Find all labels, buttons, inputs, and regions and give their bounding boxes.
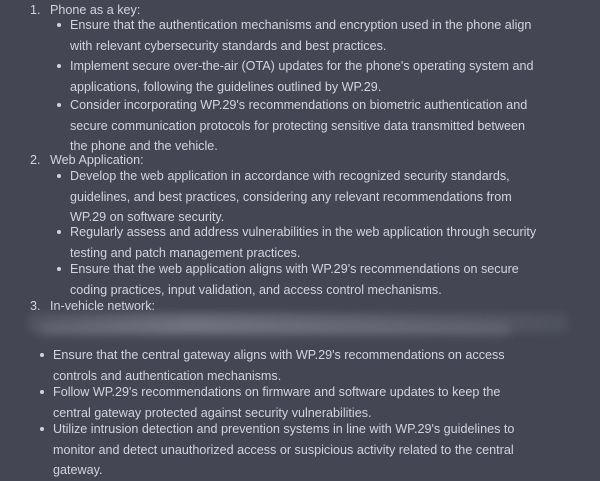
bullet-icon <box>57 230 61 234</box>
list-item-line: the phone and the vehicle. <box>70 139 218 153</box>
list-item-line: Utilize intrusion detection and prevention systems in line with WP.29's guidelines to <box>53 422 515 436</box>
list-item-line: Develop the web application in accordance with recognized security standards, <box>70 169 510 183</box>
bullet-icon <box>57 267 61 271</box>
bullet-icon <box>40 353 44 357</box>
redacted-region <box>40 324 510 336</box>
bullet-icon <box>40 427 44 431</box>
section-title: Phone as a key: <box>50 3 141 17</box>
list-item-line: controls and authentication mechanisms. <box>53 368 282 383</box>
list-item-line: testing and patch management practices. <box>70 245 301 260</box>
section-title: In-vehicle network: <box>50 299 155 313</box>
list-item <box>70 15 590 56</box>
section-number: 3. <box>30 299 41 313</box>
list-item-line: Ensure that the central gateway aligns with WP.29's recommendations on access <box>53 348 505 362</box>
list-item-line: central gateway protected against security vulnerabilities. <box>53 405 372 420</box>
bullet-icon <box>40 390 44 394</box>
list-item-line: secure communication protocols for protecting sensitive data transmitted between <box>70 118 526 133</box>
list-item-line: Ensure that the authentication mechanisms and encryption used in the phone align <box>70 18 532 32</box>
section-title: Web Application: <box>50 153 144 167</box>
list-item-line: applications, following the guidelines outlined by WP.29. <box>70 79 382 94</box>
bullet-icon <box>57 64 61 68</box>
list-item <box>70 222 590 263</box>
list-item-line: Follow WP.29's recommendations on firmware and software updates to keep the <box>53 385 501 399</box>
list-item <box>70 166 590 228</box>
bullet-icon <box>57 23 61 27</box>
list-item-line: Consider incorporating WP.29's recommendations on biometric authentication and <box>70 98 528 112</box>
list-item <box>53 419 593 481</box>
list-item <box>53 382 593 423</box>
list-item-line: Regularly assess and address vulnerabilities in the web application through security <box>70 225 537 239</box>
list-item-line: WP.29 on software security. <box>70 210 225 224</box>
list-item-line: gateway. <box>53 463 103 477</box>
list-item-line: monitor and detect unauthorized access or suspicious activity related to the central <box>53 442 514 457</box>
list-item-line: coding practices, input validation, and access control mechanisms. <box>70 282 442 297</box>
list-item <box>70 259 590 300</box>
list-item-line: Ensure that the web application aligns with WP.29's recommendations on secure <box>70 262 519 276</box>
list-item <box>70 95 590 157</box>
list-item <box>53 345 593 386</box>
list-item-line: Implement secure over-the-air (OTA) updates for the phone's operating system and <box>70 59 534 73</box>
list-item-line: guidelines, and best practices, considering any relevant recommendations from <box>70 189 512 204</box>
bullet-icon <box>57 174 61 178</box>
section-number: 1. <box>30 3 41 17</box>
list-item-line: with relevant cybersecurity standards and best practices. <box>70 38 387 53</box>
bullet-icon <box>57 103 61 107</box>
list-item <box>70 56 590 97</box>
section-number: 2. <box>30 153 41 167</box>
